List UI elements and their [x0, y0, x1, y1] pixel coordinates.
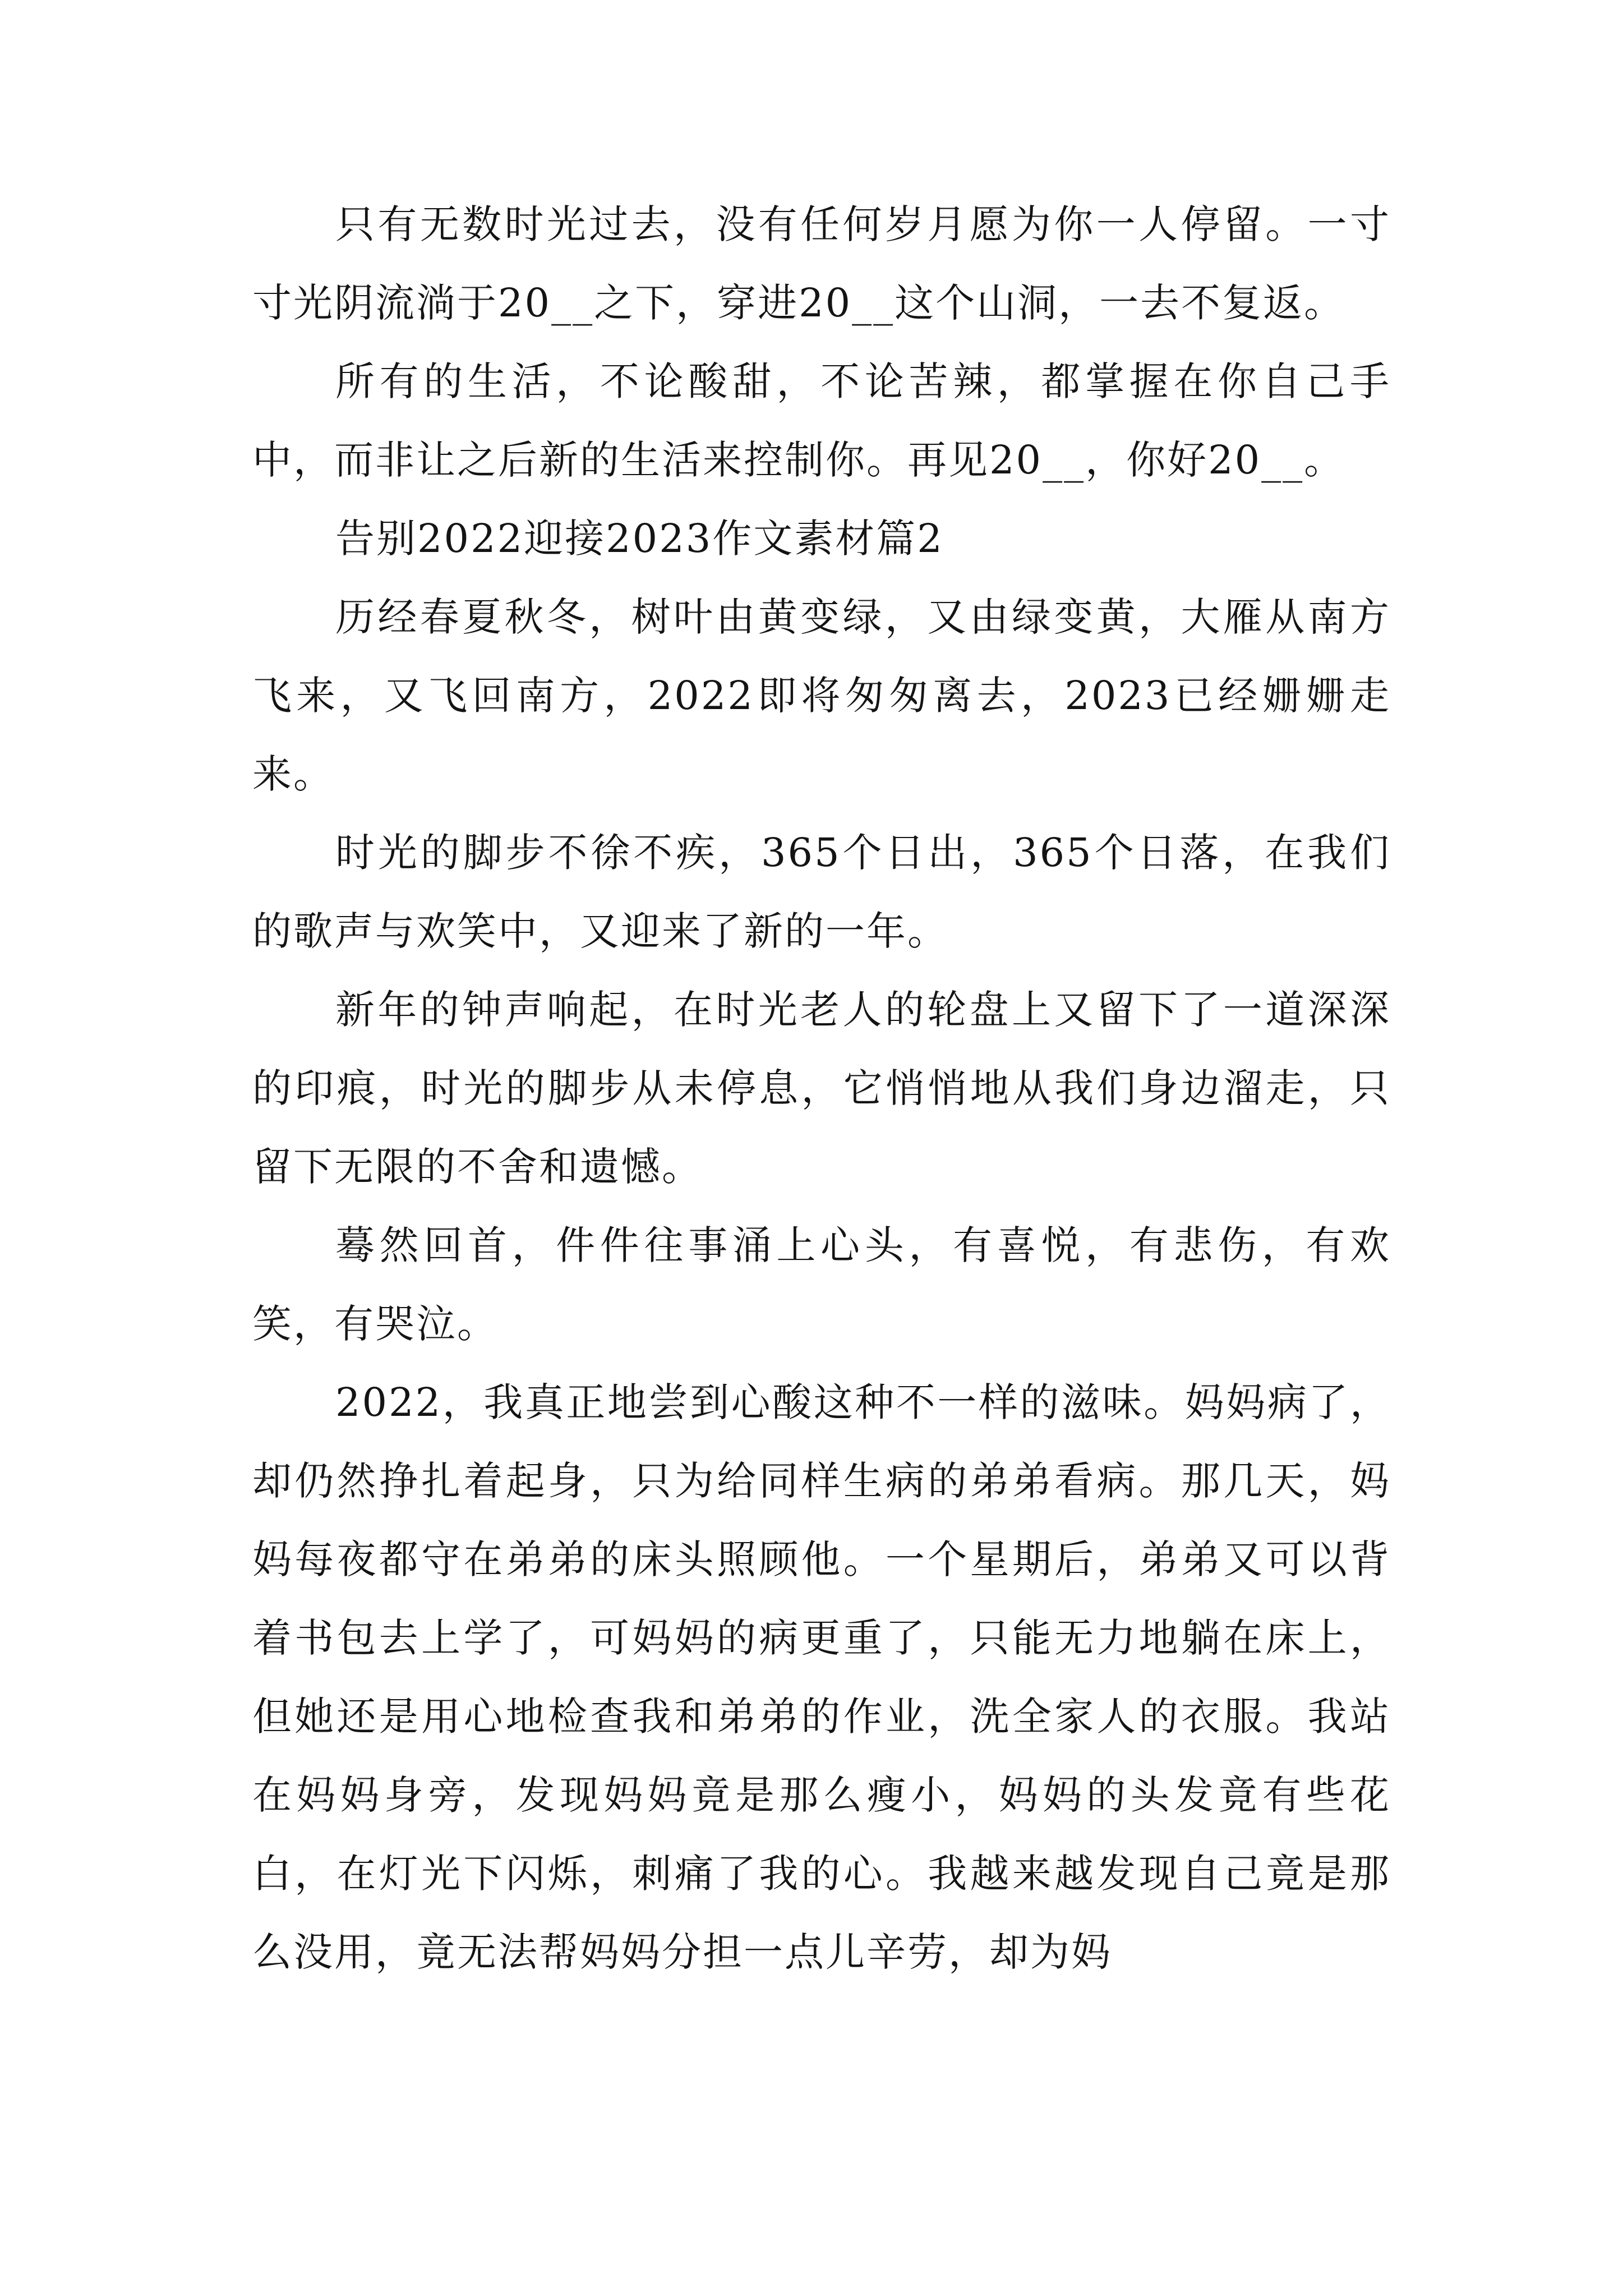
paragraph-sunrises: 时光的脚步不徐不疾，365个日出，365个日落，在我们的歌声与欢笑中，又迎来了新的一年。 — [252, 830, 1391, 954]
section-heading: 告别2022迎接2023作文素材篇2 — [335, 516, 944, 562]
paragraph-seasons: 历经春夏秋冬，树叶由黄变绿，又由绿变黄，大雁从南方飞来，又飞回南方，2022即将匆匆离去，2023已经姗姗走来。 — [252, 594, 1391, 797]
paragraph-new-year-bell: 新年的钟声响起，在时光老人的轮盘上又留下了一道深深的印痕，时光的脚步从未停息，它悄悄地从我们身边溜走，只留下无限的不舍和遗憾。 — [252, 987, 1391, 1190]
paragraph-mother-story: 2022，我真正地尝到心酸这种不一样的滋味。妈妈病了，却仍然挣扎着起身，只为给同样生病的弟弟看病。那几天，妈妈每夜都守在弟弟的床头照顾他。一个星期后，弟弟又可以背着书包去上学了，可妈妈的病更重了，只能无力地躺在床上，但她还是用心地检查我和弟弟的作业，洗全家人的衣服。我站在妈妈身旁，发现妈妈竟是那么瘦小，妈妈的头发竟有些花白，在灯光下闪烁，刺痛了我的心。我越来越发现自己竟是那么没用，竟无法帮妈妈分担一点儿辛劳，却为妈 — [252, 1379, 1391, 1975]
paragraph-looking-back: 蓦然回首，件件往事涌上心头，有喜悦，有悲伤，有欢笑，有哭泣。 — [252, 1222, 1391, 1347]
document-body — [252, 185, 1391, 1991]
paragraph-time-passing: 只有无数时光过去，没有任何岁月愿为你一人停留。一寸寸光阴流淌于20__之下，穿进20__这个山洞，一去不复返。 — [252, 201, 1391, 326]
paragraph-life-in-your-hands: 所有的生活，不论酸甜，不论苦辣，都掌握在你自己手中，而非让之后新的生活来控制你。再见20__，你好20__。 — [252, 358, 1391, 483]
